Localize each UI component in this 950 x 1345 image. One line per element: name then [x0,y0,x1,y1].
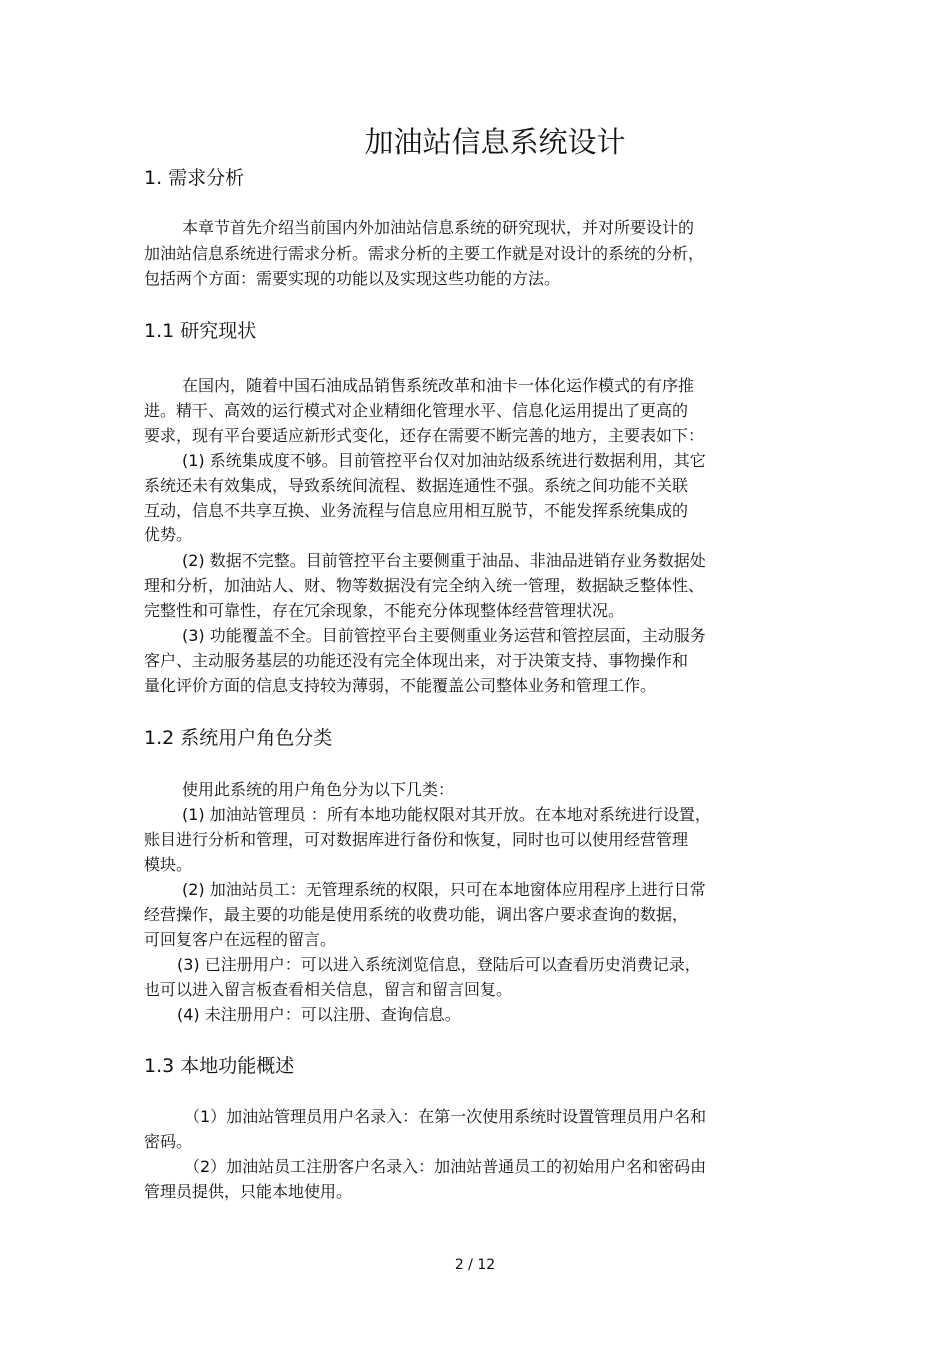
paragraph-line: 可回复客户在远程的留言。 [144,930,337,949]
document-title: 加油站信息系统设计 [364,125,626,159]
list-item-line: （2）加油站员工注册客户名录入：加油站普通员工的初始用户名和密码由 [184,1157,707,1176]
section-heading-1: 1. 需求分析 [144,167,245,189]
page-number: 2 / 12 [454,1257,496,1273]
list-item-line: （1）加油站管理员用户名录入：在第一次使用系统时设置管理员用户名和 [184,1107,707,1126]
list-item-line: (1) 系统集成度不够。目前管控平台仅对加油站级系统进行数据利用，其它 [182,451,706,470]
paragraph-line: 完整性和可靠性，存在冗余现象，不能充分体现整体经营管理状况。 [144,601,625,620]
paragraph-line: 理和分析，加油站人、财、物等数据没有完全纳入统一管理，数据缺乏整体性、 [144,576,705,595]
section-heading-1-2: 1.2 系统用户角色分类 [144,727,333,749]
paragraph-line: 加油站信息系统进行需求分析。需求分析的主要工作就是对设计的系统的分析， [144,244,705,263]
paragraph-line: 在国内，随着中国石油成品销售系统改革和油卡一体化运作模式的有序推 [182,376,695,395]
paragraph-line: 密码。 [144,1132,193,1151]
paragraph-line: 优势。 [144,525,193,544]
list-item-line: (3) 功能覆盖不全。目前管控平台主要侧重业务运营和管控层面，主动服务 [182,626,706,645]
paragraph-line: 模块。 [144,855,193,874]
paragraph-line: 账目进行分析和管理，可对数据库进行备份和恢复，同时也可以使用经营管理 [144,830,689,849]
paragraph-line: 系统还未有效集成，导致系统间流程、数据连通性不强。系统之间功能不关联 [144,476,689,495]
paragraph-line: 使用此系统的用户角色分为以下几类： [182,780,455,799]
list-item-line: (3) 已注册用户：可以进入系统浏览信息，登陆后可以查看历史消费记录， [177,955,701,974]
list-item-line: (4) 未注册用户：可以注册、查询信息。 [177,1005,461,1024]
list-item-line: (2) 加油站员工：无管理系统的权限，只可在本地窗体应用程序上进行日常 [182,880,706,899]
list-item-line: (2) 数据不完整。目前管控平台主要侧重于油品、非油品进销存业务数据处 [182,551,706,570]
paragraph-line: 管理员提供，只能本地使用。 [144,1182,353,1201]
paragraph-line: 量化评价方面的信息支持较为薄弱，不能覆盖公司整体业务和管理工作。 [144,676,657,695]
paragraph-line: 本章节首先介绍当前国内外加油站信息系统的研究现状，并对所要设计的 [182,218,695,237]
paragraph-line: 互动，信息不共享互换、业务流程与信息应用相互脱节，不能发挥系统集成的 [144,501,689,520]
paragraph-line: 包括两个方面：需要实现的功能以及实现这些功能的方法。 [144,269,561,288]
list-item-line: (1) 加油站管理员 ：所有本地功能权限对其开放。在本地对系统进行设置， [182,805,711,824]
section-heading-1-1: 1.1 研究现状 [144,320,257,342]
section-heading-1-3: 1.3 本地功能概述 [144,1055,295,1077]
paragraph-line: 也可以进入留言板查看相关信息，留言和留言回复。 [144,980,513,999]
paragraph-line: 客户、主动服务基层的功能还没有完全体现出来，对于决策支持、事物操作和 [144,651,689,670]
paragraph-line: 经营操作，最主要的功能是使用系统的收费功能，调出客户要求查询的数据， [144,905,689,924]
paragraph-line: 进。精干、高效的运行模式对企业精细化管理水平、信息化运用提出了更高的 [144,401,689,420]
paragraph-line: 要求，现有平台要适应新形式变化，还存在需要不断完善的地方，主要表如下： [144,426,705,445]
